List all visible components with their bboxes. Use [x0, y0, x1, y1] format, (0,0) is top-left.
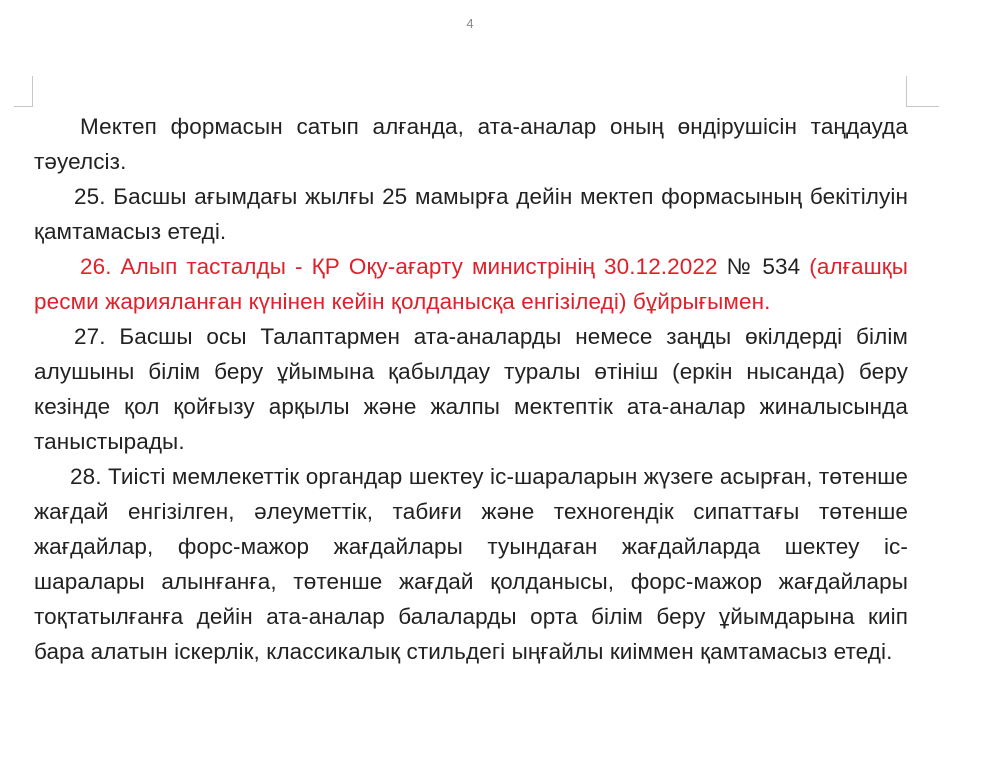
paragraph-28: 28. Тиісті мемлекеттік органдар шектеу іс-шараларын жүзеге асырған, төтенше жағдай енгізілген, әлеуметтік, табиғи және техногендік сипаттағы төтенше жағдайлар, форс-мажор жағдайлары туындаған жағдайларда шектеу іс-шаралары алынғанға, төтенше жағдай қолданысы, форс-мажор жағдайлары тоқтатылғанға дейін ата-аналар балаларды орта білім беру ұйымдарына киіп бара алатын іскерлік, классикалық стильдегі ыңғайлы киіммен қамтамасыз етеді. — [34, 464, 908, 664]
crop-mark-top-left — [14, 76, 33, 107]
repealed-note-part-2: (алғашқы ресми жарияланған күнінен кейін қолданысқа енгізіледі) бұйрығымен. — [34, 254, 908, 314]
order-number: № 534 — [717, 254, 810, 279]
paragraph-25: 25. Басшы ағымдағы жылғы 25 мамырға дейін мектеп формасының бекітілуін қамтамасыз етеді. — [34, 184, 908, 244]
paragraph-26-repealed — [34, 249, 908, 319]
page-number: 4 — [466, 16, 474, 31]
document-body — [34, 109, 908, 669]
crop-mark-top-right — [906, 76, 939, 107]
paragraph-form-purchase: Мектеп формасын сатып алғанда, ата-аналар оның өндірушісін таңдауда тәуелсіз. — [34, 114, 908, 174]
repealed-note-part-1: 26. Алып тасталды - ҚР Оқу-ағарту министрінің 30.12.2022 — [80, 254, 718, 279]
paragraph-27: 27. Басшы осы Талаптармен ата-аналарды немесе заңды өкілдерді білім алушыны білім беру ұйымына қабылдау туралы өтініш (еркін нысанда) беру кезінде қол қойғызу арқылы және жалпы мектептік ата-аналар жиналысында таныстырады. — [34, 324, 908, 454]
